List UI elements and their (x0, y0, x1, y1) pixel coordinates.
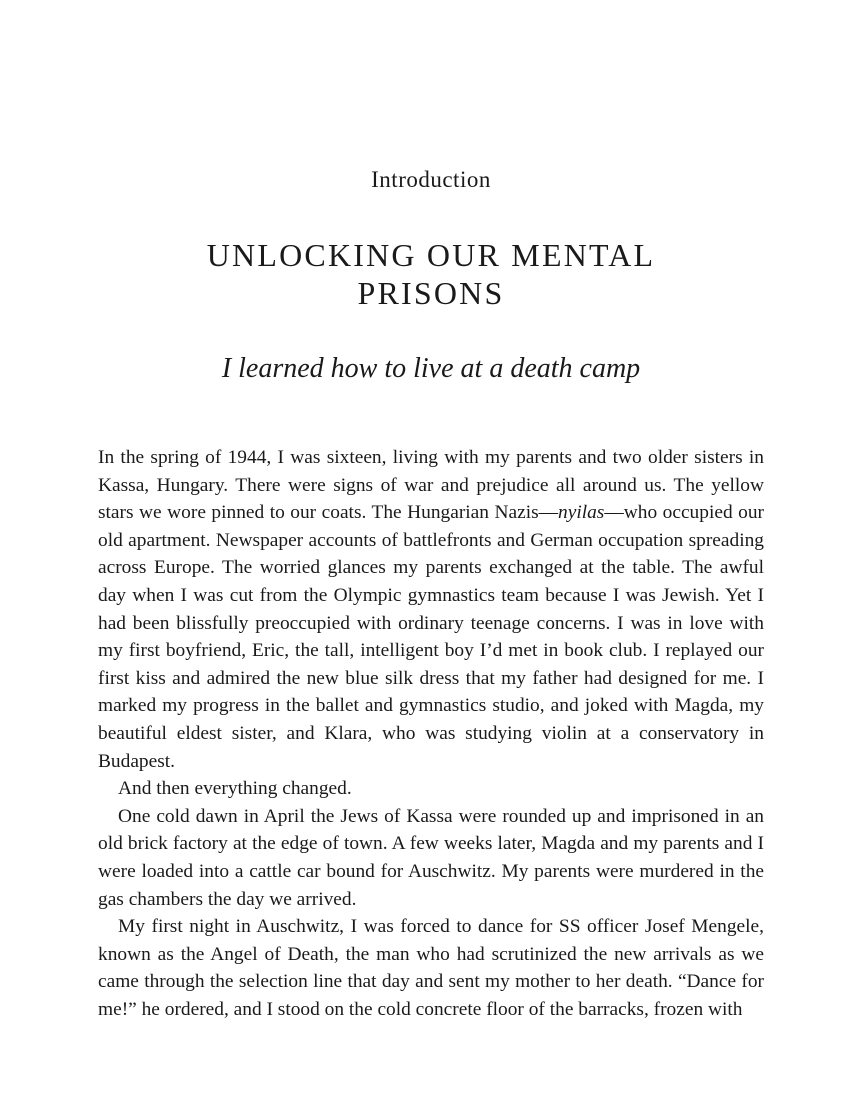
paragraph-2: And then everything changed. (118, 778, 352, 800)
chapter-label: Introduction (371, 167, 491, 192)
paragraph-1-text-start: In the spring of 1944, I was sixteen, living with my parents and two older sisters in Kassa, Hungary. There were signs of war and prejudice all around us. The yellow stars we wore pinned to our coats. The Hungarian Nazis— (98, 447, 764, 524)
paragraph-4: My first night in Auschwitz, I was forced to dance for SS officer Josef Mengele, known as the Angel of Death, the man who had scrutinized the new arrivals as we came through the selection line that day and sent my mother to her death. “Dance for me!” he ordered, and I stood on the cold concrete floor of the barracks, frozen with (98, 916, 764, 1020)
body-text (98, 444, 764, 1023)
paragraph-1 (98, 444, 764, 775)
paragraph-3: One cold dawn in April the Jews of Kassa were rounded up and imprisoned in an old brick factory at the edge of town. A few weeks later, Magda and my parents and I were loaded into a cattle car bound for Auschwitz. My parents were murdered in the gas chambers the day we arrived. (98, 805, 764, 910)
chapter-title: UNLOCKING OUR MENTAL PRISONS (206, 237, 656, 311)
chapter-subtitle: I learned how to live at a death camp (221, 353, 641, 384)
paragraph-1-text-end: —who occupied our old apartment. Newspaper accounts of battlefronts and German occupation spreading across Europe. The worried glances my parents exchanged at the table. The awful day when I was cut from the Olympic gymnastics team because I was Jewish. Yet I had been blissfully preoccupied with ordinary teenage concerns. I was in love with my first boyfriend, Eric, the tall, intelligent boy I’d met in book club. I replayed our first kiss and admired the new blue silk dress that my father had designed for me. I marked my progress in the ballet and gymnastics studio, and joked with Magda, my beautiful eldest sister, and Klara, who was studying violin at a conservatory in Budapest. (98, 502, 764, 772)
italic-term: nyilas (558, 502, 605, 524)
